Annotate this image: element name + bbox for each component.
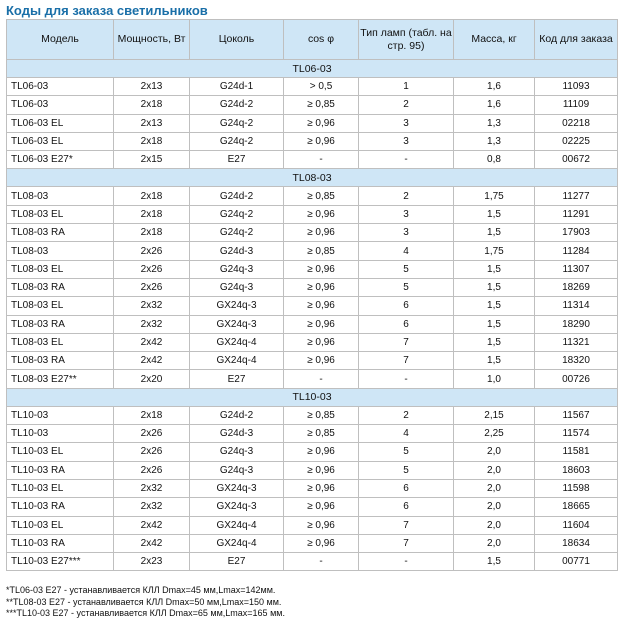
cell-code: 11284 [535,242,618,260]
cell-power: 2x26 [114,425,190,443]
cell-model: TL10-03 EL [7,479,114,497]
cell-cos: ≥ 0,96 [284,315,359,333]
table-row [7,534,618,552]
cell-mass: 1,5 [454,260,535,278]
cell-power: 2x18 [114,224,190,242]
cell-code: 17903 [535,224,618,242]
cell-code: 02225 [535,132,618,150]
order-codes-table [6,19,618,571]
cell-cos: ≥ 0,96 [284,132,359,150]
cell-code: 18603 [535,461,618,479]
cell-cos: ≥ 0,96 [284,114,359,132]
group-header-row [7,388,618,406]
cell-power: 2x23 [114,553,190,571]
cell-lamp-type: 4 [359,242,454,260]
cell-model: TL10-03 RA [7,461,114,479]
table-row [7,78,618,96]
cell-cos: ≥ 0,96 [284,205,359,223]
cell-mass: 1,5 [454,315,535,333]
cell-base: GX24q-4 [190,534,284,552]
cell-lamp-type: 3 [359,114,454,132]
cell-mass: 2,0 [454,516,535,534]
table-row [7,516,618,534]
cell-mass: 1,75 [454,242,535,260]
cell-model: TL10-03 RA [7,534,114,552]
cell-power: 2x13 [114,78,190,96]
cell-lamp-type: 7 [359,352,454,370]
cell-base: E27 [190,370,284,388]
cell-power: 2x18 [114,96,190,114]
cell-cos: ≥ 0,96 [284,352,359,370]
cell-power: 2x26 [114,443,190,461]
table-row [7,132,618,150]
cell-lamp-type: 5 [359,443,454,461]
cell-lamp-type: 6 [359,498,454,516]
header-power: Мощность, Вт [114,20,190,60]
cell-lamp-type: 3 [359,132,454,150]
cell-base: G24d-3 [190,425,284,443]
cell-power: 2x42 [114,516,190,534]
cell-mass: 1,3 [454,132,535,150]
cell-power: 2x13 [114,114,190,132]
cell-mass: 2,0 [454,443,535,461]
cell-mass: 1,5 [454,224,535,242]
cell-code: 18269 [535,278,618,296]
cell-mass: 1,6 [454,96,535,114]
header-row [7,20,618,60]
cell-mass: 0,8 [454,151,535,169]
table-row [7,352,618,370]
cell-mass: 1,5 [454,553,535,571]
cell-model: TL06-03 [7,96,114,114]
table-row [7,553,618,571]
cell-lamp-type: 6 [359,315,454,333]
cell-code: 11574 [535,425,618,443]
cell-code: 11307 [535,260,618,278]
cell-base: GX24q-4 [190,333,284,351]
cell-base: G24q-2 [190,224,284,242]
cell-cos: ≥ 0,96 [284,516,359,534]
cell-mass: 1,5 [454,278,535,296]
table-row [7,443,618,461]
table-row [7,242,618,260]
cell-base: GX24q-3 [190,297,284,315]
cell-power: 2x18 [114,406,190,424]
cell-cos: ≥ 0,85 [284,187,359,205]
cell-lamp-type: 2 [359,406,454,424]
cell-power: 2x26 [114,242,190,260]
cell-power: 2x32 [114,315,190,333]
cell-code: 11277 [535,187,618,205]
header-code: Код для заказа [535,20,618,60]
header-base: Цоколь [190,20,284,60]
table-row [7,498,618,516]
group-title: TL10-03 [7,388,618,406]
cell-power: 2x42 [114,534,190,552]
group-title: TL08-03 [7,169,618,187]
cell-cos: ≥ 0,85 [284,96,359,114]
cell-mass: 1,6 [454,78,535,96]
cell-cos: - [284,553,359,571]
cell-model: TL06-03 EL [7,114,114,132]
cell-cos: ≥ 0,96 [284,461,359,479]
cell-base: E27 [190,151,284,169]
cell-base: G24d-2 [190,406,284,424]
cell-code: 11093 [535,78,618,96]
cell-mass: 1,5 [454,205,535,223]
cell-model: TL10-03 E27*** [7,553,114,571]
footnote: *TL06-03 E27 - устанавливается КЛЛ Dmax=45 мм,Lmax=142мм. [6,585,276,595]
cell-lamp-type: 1 [359,78,454,96]
cell-lamp-type: 7 [359,333,454,351]
table-row [7,205,618,223]
cell-model: TL08-03 E27** [7,370,114,388]
group-title: TL06-03 [7,60,618,78]
cell-base: GX24q-3 [190,315,284,333]
cell-cos: ≥ 0,96 [284,534,359,552]
cell-base: G24d-2 [190,96,284,114]
cell-code: 11314 [535,297,618,315]
table-row [7,461,618,479]
table-row [7,370,618,388]
cell-base: GX24q-4 [190,352,284,370]
cell-model: TL10-03 RA [7,498,114,516]
cell-power: 2x18 [114,187,190,205]
header-model: Модель [7,20,114,60]
cell-base: E27 [190,553,284,571]
cell-code: 18634 [535,534,618,552]
cell-lamp-type: 5 [359,461,454,479]
cell-power: 2x42 [114,333,190,351]
cell-lamp-type: 5 [359,260,454,278]
cell-cos: - [284,370,359,388]
table-row [7,315,618,333]
cell-model: TL08-03 EL [7,260,114,278]
cell-lamp-type: 6 [359,479,454,497]
cell-lamp-type: - [359,370,454,388]
cell-code: 00672 [535,151,618,169]
cell-lamp-type: 3 [359,205,454,223]
cell-cos: ≥ 0,96 [284,498,359,516]
cell-mass: 2,0 [454,498,535,516]
cell-code: 02218 [535,114,618,132]
cell-lamp-type: 7 [359,516,454,534]
cell-cos: ≥ 0,96 [284,479,359,497]
cell-cos: - [284,151,359,169]
cell-model: TL08-03 [7,242,114,260]
cell-base: G24q-3 [190,260,284,278]
cell-code: 11291 [535,205,618,223]
cell-code: 11604 [535,516,618,534]
cell-model: TL08-03 [7,187,114,205]
cell-base: G24q-2 [190,132,284,150]
table-row [7,333,618,351]
cell-model: TL08-03 EL [7,297,114,315]
cell-code: 18320 [535,352,618,370]
cell-base: GX24q-3 [190,479,284,497]
header-lamp-type: Тип ламп (табл. на стр. 95) [359,20,454,60]
cell-power: 2x32 [114,297,190,315]
cell-base: GX24q-3 [190,498,284,516]
cell-power: 2x32 [114,498,190,516]
cell-cos: ≥ 0,96 [284,278,359,296]
header-mass: Масса, кг [454,20,535,60]
cell-code: 11567 [535,406,618,424]
cell-power: 2x26 [114,278,190,296]
group-header-row [7,60,618,78]
cell-power: 2x26 [114,461,190,479]
cell-code: 11321 [535,333,618,351]
cell-model: TL08-03 EL [7,333,114,351]
cell-mass: 1,0 [454,370,535,388]
page-title: Коды для заказа светильников [6,3,208,18]
table-row [7,479,618,497]
cell-cos: ≥ 0,85 [284,406,359,424]
cell-model: TL06-03 EL [7,132,114,150]
cell-mass: 1,5 [454,333,535,351]
footnote: **TL08-03 E27 - устанавливается КЛЛ Dmax=50 мм,Lmax=150 мм. [6,596,282,607]
footnotes [6,585,285,620]
cell-mass: 1,3 [454,114,535,132]
cell-cos: ≥ 0,96 [284,333,359,351]
cell-mass: 2,25 [454,425,535,443]
cell-model: TL10-03 [7,425,114,443]
cell-mass: 1,5 [454,297,535,315]
cell-code: 18665 [535,498,618,516]
table-row [7,187,618,205]
cell-base: G24d-2 [190,187,284,205]
cell-model: TL10-03 EL [7,443,114,461]
cell-base: G24q-2 [190,114,284,132]
cell-mass: 2,0 [454,479,535,497]
cell-code: 00726 [535,370,618,388]
cell-power: 2x15 [114,151,190,169]
table-row [7,224,618,242]
cell-mass: 2,15 [454,406,535,424]
cell-cos: ≥ 0,96 [284,260,359,278]
cell-model: TL10-03 EL [7,516,114,534]
cell-cos: > 0,5 [284,78,359,96]
cell-cos: ≥ 0,96 [284,224,359,242]
header-cos: cos φ [284,20,359,60]
table-row [7,114,618,132]
cell-code: 11109 [535,96,618,114]
cell-mass: 2,0 [454,461,535,479]
cell-lamp-type: - [359,553,454,571]
cell-cos: ≥ 0,85 [284,425,359,443]
cell-cos: ≥ 0,96 [284,297,359,315]
cell-mass: 1,75 [454,187,535,205]
cell-lamp-type: 5 [359,278,454,296]
cell-code: 00771 [535,553,618,571]
group-header-row [7,169,618,187]
cell-base: G24d-1 [190,78,284,96]
cell-cos: ≥ 0,96 [284,443,359,461]
table-row [7,260,618,278]
cell-code: 11598 [535,479,618,497]
cell-model: TL08-03 RA [7,315,114,333]
cell-base: G24q-3 [190,278,284,296]
table-row [7,151,618,169]
cell-lamp-type: - [359,151,454,169]
cell-mass: 2,0 [454,534,535,552]
cell-code: 18290 [535,315,618,333]
table-row [7,297,618,315]
cell-lamp-type: 2 [359,96,454,114]
cell-lamp-type: 4 [359,425,454,443]
cell-base: G24d-3 [190,242,284,260]
cell-base: G24q-2 [190,205,284,223]
cell-power: 2x32 [114,479,190,497]
cell-mass: 1,5 [454,352,535,370]
cell-model: TL06-03 [7,78,114,96]
cell-model: TL08-03 RA [7,278,114,296]
cell-lamp-type: 7 [359,534,454,552]
cell-power: 2x20 [114,370,190,388]
cell-cos: ≥ 0,85 [284,242,359,260]
table-row [7,278,618,296]
cell-lamp-type: 6 [359,297,454,315]
table-row [7,425,618,443]
cell-lamp-type: 3 [359,224,454,242]
cell-model: TL10-03 [7,406,114,424]
cell-power: 2x26 [114,260,190,278]
cell-power: 2x18 [114,132,190,150]
cell-base: G24q-3 [190,461,284,479]
cell-base: GX24q-4 [190,516,284,534]
cell-model: TL08-03 RA [7,352,114,370]
cell-lamp-type: 2 [359,187,454,205]
footnote: ***TL10-03 E27 - устанавливается КЛЛ Dmax=65 мм,Lmax=165 мм. [6,608,285,618]
cell-model: TL08-03 EL [7,205,114,223]
cell-power: 2x42 [114,352,190,370]
cell-code: 11581 [535,443,618,461]
table-row [7,96,618,114]
table-row [7,406,618,424]
cell-model: TL08-03 RA [7,224,114,242]
cell-power: 2x18 [114,205,190,223]
cell-model: TL06-03 E27* [7,151,114,169]
cell-base: G24q-3 [190,443,284,461]
